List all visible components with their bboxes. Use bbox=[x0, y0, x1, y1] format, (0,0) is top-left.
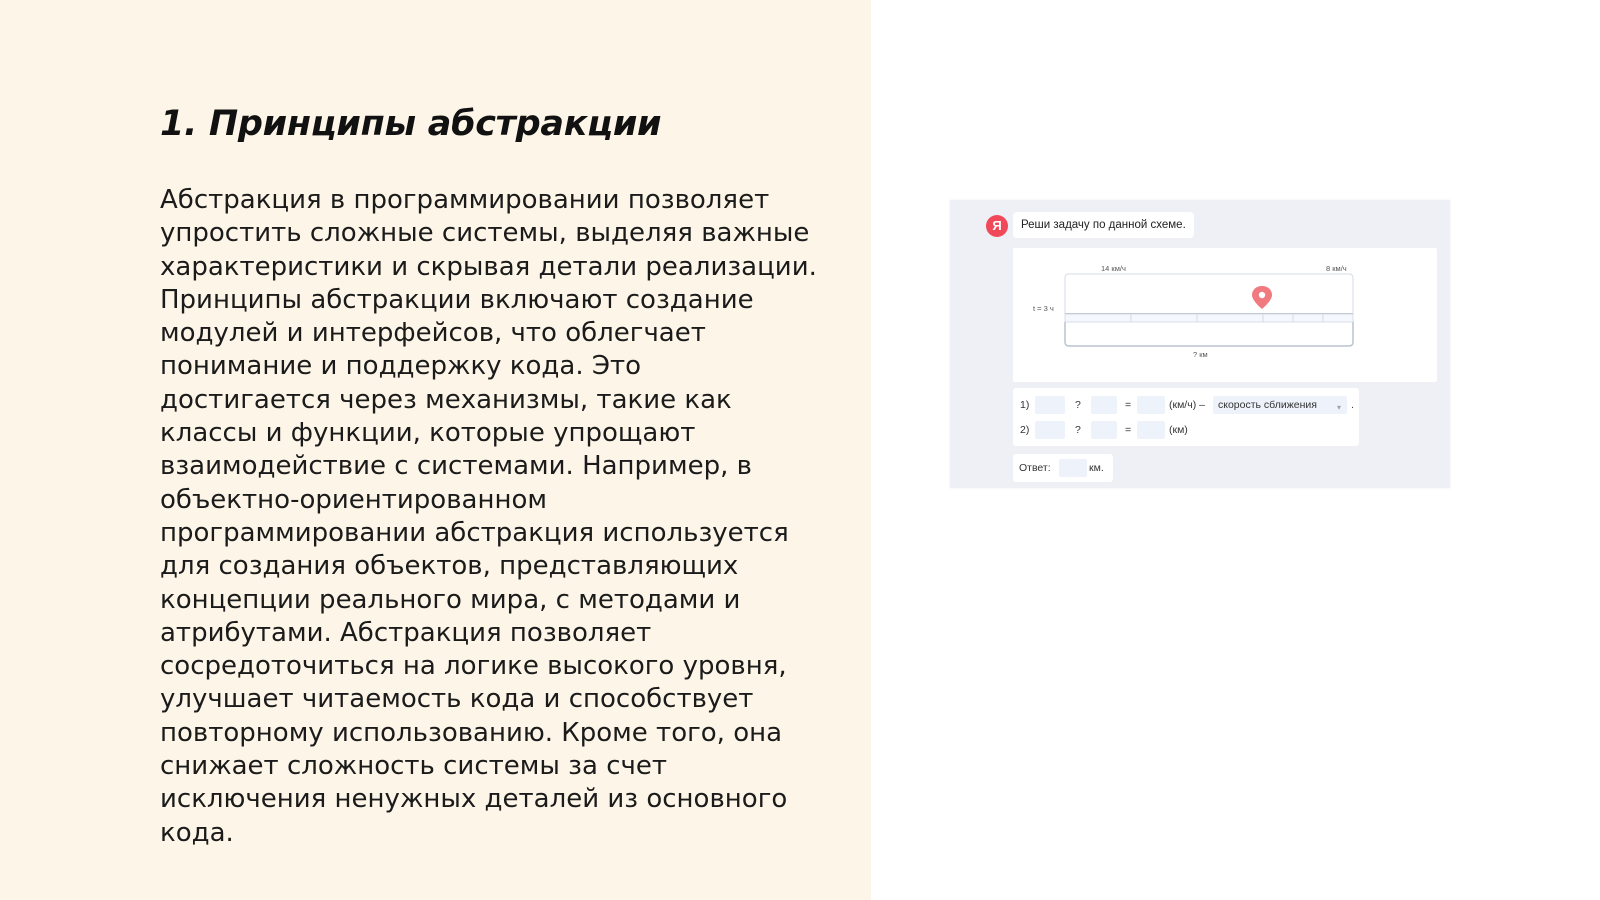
chevron-down-icon: ▾ bbox=[1336, 403, 1341, 412]
operator-input[interactable]: ? bbox=[1075, 424, 1081, 436]
slide-title: 1. Принципы абстракции bbox=[160, 104, 662, 144]
answer-label: Ответ: bbox=[1019, 462, 1051, 474]
operator-input[interactable]: ? bbox=[1075, 399, 1081, 411]
unit-label: (км) bbox=[1169, 424, 1188, 436]
answer-unit: км. bbox=[1089, 462, 1104, 474]
equations-box bbox=[1013, 388, 1359, 446]
speed-left-label: 14 км/ч bbox=[1101, 264, 1126, 273]
number-input[interactable] bbox=[1091, 396, 1117, 414]
meaning-select[interactable] bbox=[1213, 396, 1347, 414]
row-number: 2) bbox=[1020, 424, 1030, 436]
time-label: t = 3 ч bbox=[1033, 304, 1054, 313]
speed-right-label: 8 км/ч bbox=[1326, 264, 1347, 273]
result-input[interactable] bbox=[1137, 421, 1165, 439]
task-prompt: Реши задачу по данной схеме. bbox=[1013, 212, 1194, 238]
unit-label: (км/ч) – bbox=[1169, 399, 1205, 411]
distance-label: ? км bbox=[1193, 350, 1208, 359]
number-input[interactable] bbox=[1035, 421, 1065, 439]
equals-sign: = bbox=[1125, 399, 1132, 411]
motion-scheme bbox=[1013, 248, 1437, 382]
select-value: скорость сближения bbox=[1218, 399, 1317, 411]
task-screenshot bbox=[950, 200, 1450, 488]
number-input[interactable] bbox=[1091, 421, 1117, 439]
number-input[interactable] bbox=[1035, 396, 1065, 414]
scheme-diagram bbox=[1013, 248, 1437, 382]
row-number: 1) bbox=[1020, 399, 1030, 411]
answer-box bbox=[1013, 454, 1113, 482]
yandex-logo-icon: Я bbox=[986, 215, 1008, 237]
result-input[interactable] bbox=[1137, 396, 1165, 414]
location-pin-icon bbox=[1252, 286, 1272, 309]
equation-row-2 bbox=[1013, 418, 1359, 442]
equals-sign: = bbox=[1125, 424, 1132, 436]
answer-input[interactable] bbox=[1059, 459, 1087, 477]
slide-body-text: Абстракция в программировании позволяет упростить сложные системы, выделяя важные характеристики и скрывая детали реализации. Принципы абстракции включают создание модулей и интерфейсов, что облегчает понимание и поддержку кода. Это достигается через механизмы, такие как классы и функции, которые упрощают взаимодействие с системами. Например, в объектно-ориентированном программировании абстракция используется для создания объектов, представляющих концепции реального мира, с методами и атрибутами. Абстракция позволяет сосредоточиться на логике высокого уровня, улучшает читаемость кода и способствует повторному использованию. Кроме того, она снижает сложность системы за счет исключения ненужных деталей из основного кода. bbox=[160, 185, 817, 848]
row-end-dot: . bbox=[1351, 399, 1354, 411]
equation-row-1 bbox=[1013, 393, 1359, 417]
